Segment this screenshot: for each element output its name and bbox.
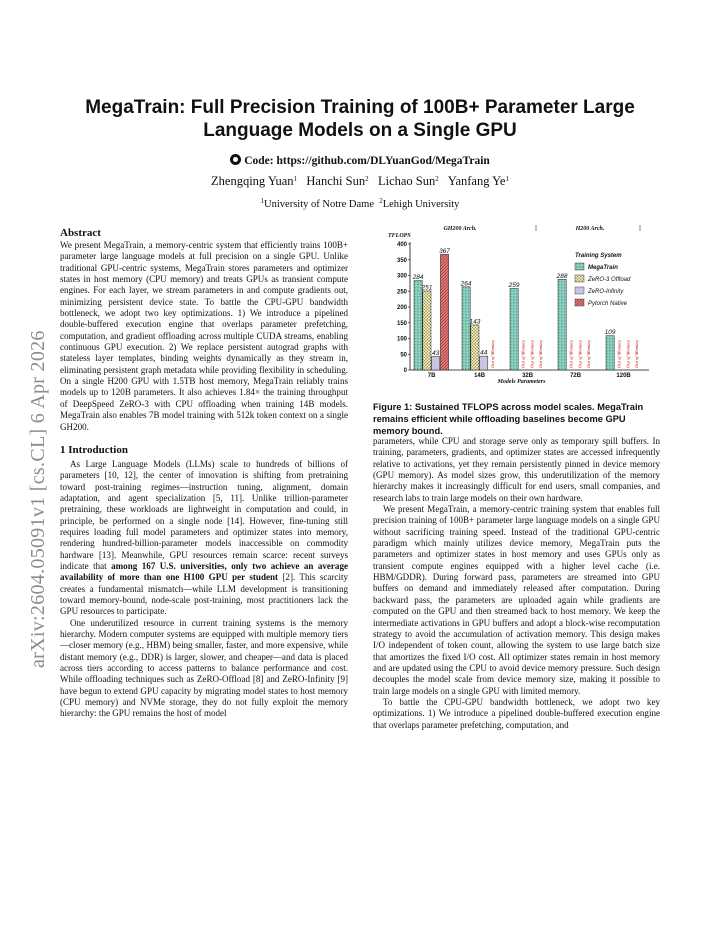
right-paragraph-3: To battle the CPU-GPU bandwidth bottleneck, we adopt two key optimizations. 1) We introduce a pipelined double-buffered execution engine that overlaps parameter prefetching, computation, and <box>373 696 660 730</box>
y-tick-label: 300 <box>396 273 407 280</box>
right-paragraph-2: We present MegaTrain, a memory-centric training system that enables full precision training of 100B+ parameter large language models on a single GPU without sacrificing training speed. Instead of the traditional GPU-centric paradigm which mainly utilizes device memory, MegaTrain puts the parameters and optimizer states in host memory and uses GPUs only as transient compute engines equipped with a higher level cache (i.e. HBM/GDDR). During forward pass, parameters are streamed into GPU buffers on demand and immediately released after computation. During backward pass, the parameters are uploaded again while gradients are computed on the GPU and then streamed back to host memory. We keep the intermediate activations in GPU buffers and adopt a block-wise recomputation strategy to avoid the accumulation of activation memory. This design makes I/O independent of token count, allowing the system to use large batch size that amortizes the fixed I/O cost. All optimizer states remain in host memory and are updated using the CPU to avoid device memory pressure. Such design decouples the model scale from device memory size, making it possible to train large models on a single GPU with limited memory. <box>373 504 660 696</box>
oom-label: Out of Memory <box>586 339 592 368</box>
abstract-heading: Abstract <box>60 227 101 239</box>
x-axis-label: Models Parameters <box>497 379 546 384</box>
bar-value-label: 143 <box>469 318 481 326</box>
oom-label: Out of Memory <box>577 339 583 368</box>
oom-label: Out of Memory <box>520 339 526 368</box>
author-list <box>60 174 660 189</box>
bar-value-label: 288 <box>556 272 568 280</box>
x-tick-label: 72B <box>570 373 582 379</box>
intro-heading: 1 Introduction <box>60 443 128 456</box>
x-tick-label: 7B <box>427 373 436 379</box>
y-tick-label: 0 <box>403 368 407 374</box>
intro-paragraph-2: One underutilized resource in current training systems is the memory hierarchy. Modern computer systems are equipped with multiple memory tiers—closer memory (e.g., HBM) being smaller, faster, and more expensive, while distant memory (e.g., DDR) is larger, slower, and cheaper—and data is placed across tiers according to access patterns to balance performance and cost. While offloading techniques such as ZeRO-Offload [8] and ZeRO-Infinity [9] have begun to extend GPU capacity by migrating model states to host memory (CPU memory) and NVMe storage, they do not fully exploit the memory hierarchy: the GPU remains the host of model <box>60 617 348 719</box>
oom-label: Out of Memory <box>625 339 631 368</box>
oom-label: Out of Memory <box>538 339 544 368</box>
bar-zero-infinity <box>432 356 440 370</box>
bar-megatrain <box>606 336 614 370</box>
y-tick-label: 50 <box>400 352 407 359</box>
paper-title: MegaTrain: Full Precision Training of 100B+ Parameter Large Language Models on a Single GPU <box>85 97 635 141</box>
x-tick-label: 120B <box>616 373 631 379</box>
bar-zero-3-offload <box>471 325 479 370</box>
right-paragraph-1: parameters, while CPU and storage serve only as temporary spill buffers. In training, parameters, gradients, and optimizer states are accessed infrequently relative to activations, yet they remain persistently pinned in device memory (GPU memory). As model sizes grow, this underutilization of the memory hierarchy makes it increasingly difficult for end users, small companies, and research labs to train large models on their own hardware. <box>373 436 660 503</box>
x-tick-label: 32B <box>522 373 534 379</box>
oom-label: Out of Memory <box>490 339 496 368</box>
panel-label: GH200 Arch. <box>443 226 477 232</box>
author: Yanfang Ye$^1$ <box>447 174 509 188</box>
bar-pytorch-native <box>440 254 448 370</box>
left-column <box>60 226 348 720</box>
bar-value-label: 264 <box>460 280 472 288</box>
legend-entry: MegaTrain <box>588 265 618 271</box>
bar-zero-infinity <box>480 356 488 370</box>
bar-value-label: 109 <box>604 329 616 337</box>
right-column <box>373 436 660 731</box>
bar-value-label: 367 <box>439 247 450 255</box>
legend-swatch <box>575 287 584 294</box>
oom-label: Out of Memory <box>529 339 535 368</box>
code-link-line[interactable] <box>60 154 660 167</box>
bar-megatrain <box>462 287 470 370</box>
y-tick-label: 250 <box>396 289 407 296</box>
bar-value-label: 44 <box>480 349 488 357</box>
bar-value-label: 43 <box>432 349 440 357</box>
abstract-text: We present MegaTrain, a memory-centric system that efficiently trains 100B+ parameter large language models at full precision on a single GPU. Unlike traditional GPU-centric systems, MegaTrain stores parameters and optimizer states in host memory (CPU memory) and treats GPUs as transient compute engines. For each layer, we stream parameters in and compute gradients out, minimizing persistent device state. To battle the CPU-GPU bandwidth bottleneck, we adopt two key optimizations. 1) We introduce a pipelined double-buffered execution engine that overlaps parameter prefetching, computation, and gradient offloading across multiple CUDA streams, enabling continuous GPU execution. 2) We replace persistent autograd graphs with stateless layer templates, binding weights dynamically as they stream in, eliminating persistent graph metadata while providing flexibility in scheduling. On a single H200 GPU with 1.5TB host memory, MegaTrain reliably trains models up to 120B parameters. It also achieves 1.84× the training throughput of DeepSpeed ZeRO-3 with CPU offloading when training 14B models. MegaTrain also enables 7B model training with 512k token context on a single GH200. <box>60 240 348 432</box>
legend-entry: ZeRO-3 Offload <box>588 277 631 283</box>
affiliations: $^1$University of Notre Dame $^2$Lehigh University <box>260 197 460 210</box>
arxiv-identifier <box>8 270 60 670</box>
x-tick-label: 14B <box>474 373 486 379</box>
bar-megatrain <box>558 279 566 370</box>
code-link[interactable]: Code: https://github.com/DLYuanGod/MegaTrain <box>244 155 490 167</box>
figure-caption: Figure 1: Sustained TFLOPS across model scales. MegaTrain remains efficient while offloading baselines become GPU memory bound. <box>373 402 644 436</box>
y-tick-label: 100 <box>396 336 407 343</box>
author: Hanchi Sun$^2$ <box>306 174 369 188</box>
oom-label: Out of Memory <box>634 339 640 368</box>
bar-zero-3-offload <box>423 291 431 370</box>
y-tick-label: 200 <box>396 305 407 311</box>
legend-swatch <box>575 263 584 270</box>
legend-swatch <box>575 299 584 306</box>
bar-megatrain <box>414 281 422 370</box>
bar-value-label: 284 <box>412 274 424 282</box>
bar-value-label: 251 <box>421 284 433 292</box>
legend-swatch <box>575 275 584 282</box>
y-tick-label: 400 <box>396 242 407 248</box>
intro-paragraph-1: As Large Language Models (LLMs) scale to hundreds of billions of parameters [10, 12], the center of innovation is shifting from pretraining toward post-training regimes—instruction tuning, alignment, domain adaptation, and agent specialization [5, 11]. Unlike trillion-parameter pretraining, these workloads are lightweight in computation and could, in principle, be performed on a single node [14]. However, fine-tuning still requires loading full model parameters and optimizer states into memory, rendering hundred-billion-parameter models inaccessible on commodity hardware [13]. Meanwhile, GPU resources remain scarce: recent surveys indicate that among 167 U.S. universities, only two achieve an average availability of more than one H100 GPU per student [2]. This scarcity creates a fundamental mismatch—while LLM development is transitioning toward memory-bound, node-scale post-training, most practitioners lack the GPU resources to participate. <box>60 458 348 617</box>
oom-label: Out of Memory <box>568 339 574 368</box>
panel-label: H200 Arch. <box>575 226 605 232</box>
legend-title: Training System <box>575 253 622 259</box>
oom-label: Out of Memory <box>616 339 622 368</box>
arxiv-id-text: arXiv:2604.05091v1 [cs.CL] 6 Apr 2026 <box>27 330 49 668</box>
author: Lichao Sun$^2$ <box>377 174 439 188</box>
y-tick-label: 350 <box>396 257 407 264</box>
figure-1-chart <box>372 224 662 384</box>
y-axis-label: TFLOPS <box>388 233 411 239</box>
bar-megatrain <box>510 288 518 370</box>
legend-entry: ZeRO-Infinity <box>588 289 624 295</box>
github-icon <box>230 154 241 165</box>
bar-value-label: 259 <box>508 281 520 289</box>
y-tick-label: 150 <box>396 320 407 327</box>
legend-entry: Pytorch Native <box>588 301 628 307</box>
author: Zhengqing Yuan$^1$ <box>211 174 298 188</box>
